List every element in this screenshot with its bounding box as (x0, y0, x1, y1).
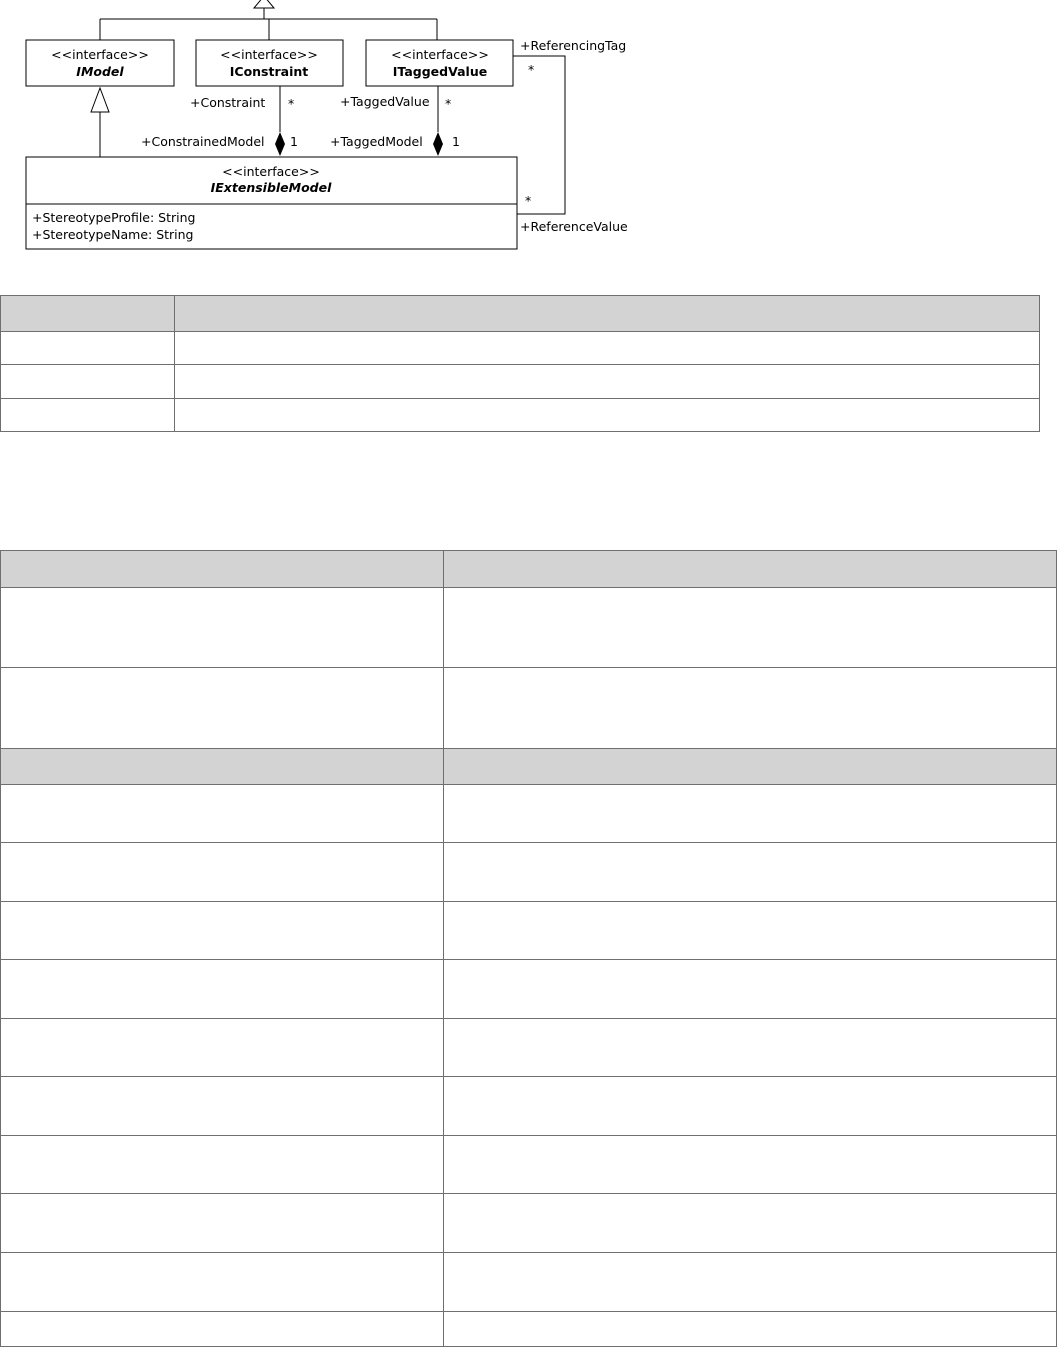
attribute-stereotype-name: +StereotypeName: String (32, 227, 194, 242)
table-header-cell (444, 749, 1057, 785)
table-cell (1, 1136, 444, 1194)
table-header-row (1, 749, 1057, 785)
table-cell (1, 1077, 444, 1136)
constraint-composition-diamond (275, 132, 285, 156)
iextensiblemodel-name: IExtensibleModel (210, 180, 332, 195)
table-header-cell (1, 296, 175, 332)
imodel-generalization-arrowhead (91, 88, 109, 112)
constrained-model-multiplicity: 1 (290, 134, 298, 149)
table-cell (444, 785, 1057, 843)
table-cell (1, 668, 444, 749)
tagged-model-multiplicity: 1 (452, 134, 460, 149)
reference-value-role-label: +ReferenceValue (520, 219, 628, 234)
constraint-role-label: +Constraint (190, 95, 266, 110)
table-row (1, 1077, 1057, 1136)
table-cell (1, 1312, 444, 1347)
table-cell (175, 399, 1040, 432)
table-row (1, 588, 1057, 668)
taggedvalue-composition (330, 86, 460, 156)
table-cell (1, 399, 175, 432)
table-cell (444, 668, 1057, 749)
table-cell (444, 1019, 1057, 1077)
referencing-tag-multiplicity: * (528, 62, 535, 77)
uml-class-diagram (0, 0, 640, 262)
tagged-model-role-label: +TaggedModel (330, 134, 423, 149)
table-cell (444, 1136, 1057, 1194)
table-row (1, 332, 1040, 365)
table-row (1, 843, 1057, 902)
table-cell (1, 332, 175, 365)
attribute-stereotype-profile: +StereotypeProfile: String (32, 210, 196, 225)
constraint-composition (141, 86, 298, 156)
table-row (1, 668, 1057, 749)
table-cell (175, 332, 1040, 365)
table-cell (1, 960, 444, 1019)
table-cell (1, 843, 444, 902)
table-header-cell (444, 551, 1057, 588)
table-row (1, 399, 1040, 432)
table-row (1, 1136, 1057, 1194)
itaggedvalue-name: ITaggedValue (392, 64, 488, 79)
table-row (1, 785, 1057, 843)
table-cell (444, 902, 1057, 960)
table-cell (444, 1253, 1057, 1312)
table-header-cell (1, 551, 444, 588)
constrained-model-role-label: +ConstrainedModel (141, 134, 265, 149)
table-cell (175, 365, 1040, 399)
table-row (1, 1253, 1057, 1312)
table-header-cell (175, 296, 1040, 332)
top-generalization-arrowhead (254, 0, 274, 8)
iconstraint-name: IConstraint (229, 64, 309, 79)
table-cell (444, 843, 1057, 902)
table-row (1, 1312, 1057, 1347)
table-header-cell (1, 749, 444, 785)
table-cell (444, 1312, 1057, 1347)
table-1 (0, 295, 1040, 432)
reference-association (513, 38, 628, 234)
table-cell (1, 588, 444, 668)
table-2 (0, 550, 1057, 1347)
iconstraint-stereotype: <<interface>> (220, 47, 318, 62)
reference-value-multiplicity: * (525, 193, 532, 208)
table-cell (1, 365, 175, 399)
table-cell (444, 1077, 1057, 1136)
class-iconstraint[interactable] (196, 40, 343, 86)
table-cell (1, 1019, 444, 1077)
tagged-value-role-label: +TaggedValue (340, 94, 430, 109)
table-row (1, 1194, 1057, 1253)
imodel-stereotype: <<interface>> (51, 47, 149, 62)
table-row (1, 1019, 1057, 1077)
itaggedvalue-stereotype: <<interface>> (391, 47, 489, 62)
table-header-row (1, 296, 1040, 332)
iextensiblemodel-stereotype: <<interface>> (222, 164, 320, 179)
class-iextensiblemodel[interactable] (26, 157, 517, 249)
table-row (1, 960, 1057, 1019)
imodel-name: IModel (76, 64, 124, 79)
table-cell (1, 902, 444, 960)
table-row (1, 902, 1057, 960)
table-cell (444, 588, 1057, 668)
class-itaggedvalue[interactable] (366, 40, 513, 86)
table-header-row (1, 551, 1057, 588)
referencing-tag-role-label: +ReferencingTag (520, 38, 627, 53)
table-cell (1, 1253, 444, 1312)
taggedvalue-composition-diamond (433, 132, 443, 156)
constraint-multiplicity: * (288, 96, 295, 111)
table-cell (444, 1194, 1057, 1253)
table-row (1, 365, 1040, 399)
tagged-value-multiplicity: * (445, 96, 452, 111)
table-cell (1, 785, 444, 843)
table-cell (1, 1194, 444, 1253)
class-imodel[interactable] (26, 40, 174, 86)
table-cell (444, 960, 1057, 1019)
